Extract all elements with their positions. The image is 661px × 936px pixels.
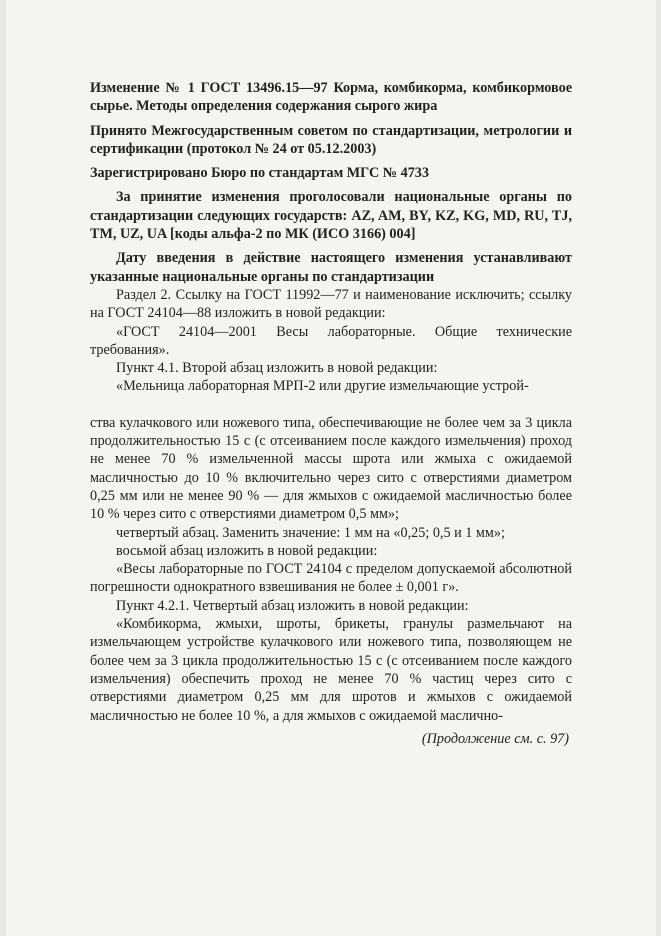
paragraph-clause-4-1: Пункт 4.1. Второй абзац изложить в новой редакции:	[116, 360, 438, 377]
voted-note: За принятие изменения проголосовали национальные органы по стандартизации следующих государств: AZ, AM, BY, KZ, KG, MD, RU, TJ, TM, UZ, UA [коды альфа-2 по МК (ИСО 3166) 004]	[90, 189, 572, 243]
paragraph-scales: «Весы лабораторные по ГОСТ 24104 с пределом допускаемой абсолютной погрешности однократного взвешивания не более ± 0,001 г».	[90, 561, 572, 596]
paragraph-eighth-abzac: восьмой абзац изложить в новой редакции:	[116, 542, 378, 559]
effective-date-note: Дату введения в действие настоящего изменения устанавливают указанные национальные органы по стандартизации	[90, 250, 572, 285]
page-break-gap	[90, 396, 572, 414]
paragraph-mill-continued: ства кулачкового или ножевого типа, обеспечивающие не более чем за 3 цикла продолжительностью 15 с (с отсеиванием после каждого измельчения) проход не менее 70 % измельченной массы шрота или жмыха с ожидаемой масличностью до 10 % включительно через сито с отверстиями диаметром 0,25 мм или не менее 90 % — для жмыхов с ожидаемой масличностью более 10 % через сито с отверстиями диаметром 0,5 мм»;	[90, 414, 572, 523]
paragraph-gost-24104: «ГОСТ 24104—2001 Весы лабораторные. Общие технические требования».	[90, 323, 572, 358]
paragraph-clause-4-2-1: Пункт 4.2.1. Четвертый абзац изложить в новой редакции:	[116, 597, 469, 614]
document-text	[90, 79, 572, 748]
paragraph-mill: «Мельница лабораторная МРП-2 или другие измельчающие устрой-	[116, 378, 529, 395]
amendment-title: Изменение № 1 ГОСТ 13496.15—97 Корма, комбикорма, комбикормовое сырье. Методы определения содержания сырого жира	[90, 80, 572, 115]
registered-note: Зарегистрировано Бюро по стандартам МГС № 4733	[90, 165, 429, 182]
adopted-note: Принято Межгосударственным советом по стандартизации, метрологии и сертификации (протокол № 24 от 05.12.2003)	[90, 122, 572, 157]
paragraph-section-2: Раздел 2. Ссылку на ГОСТ 11992—77 и наименование исключить; ссылку на ГОСТ 24104—88 изложить в новой редакции:	[90, 286, 572, 322]
paragraph-feeds: «Комбикорма, жмыхи, шроты, брикеты, гранулы размельчают на измельчающем устройстве кулачкового или ножевого типа, позволяющем не более чем за 3 цикла продолжительностью 15 с (с отсеиванием после каждого измельчения) обеспечить проход не менее 70 % частиц через сито с отверстиями диаметром 0,25 мм для шротов и жмыхов с ожидаемой масличностью не более 10 %, а для жмыхов с ожидаемой маслично-	[90, 616, 572, 724]
continuation-note: (Продолжение см. с. 97)	[421, 730, 569, 747]
paragraph-fourth-abzac: четвертый абзац. Заменить значение: 1 мм на «0,25; 0,5 и 1 мм»;	[116, 524, 505, 541]
